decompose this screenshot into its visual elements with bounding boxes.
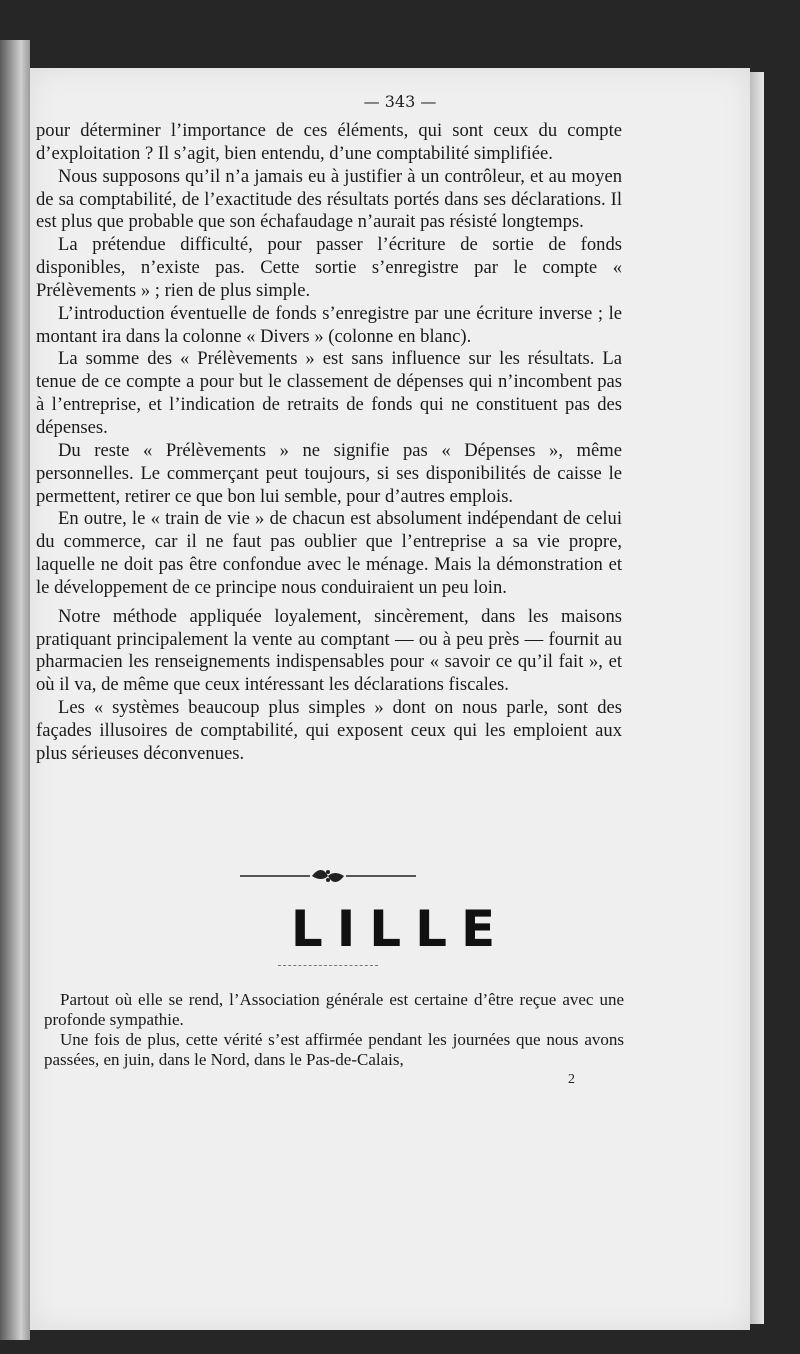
page-fore-edge: [750, 72, 764, 1324]
paragraph: pour déterminer l’importance de ces éléments, qui sont ceux du compte d’exploitation ? Il s’agit, bien entendu, d’une comptabilité simplifiée.: [36, 120, 622, 164]
facing-page-edge: [0, 40, 30, 1340]
section-ornament: [240, 866, 416, 886]
paragraph: La somme des « Prélèvements » est sans influence sur les résultats. La tenue de ce compte a pour but le classement de dépenses qui n’incombent pas à l’entreprise, et l’indication de retraits de fonds qui ne constituent pas des dépenses.: [36, 348, 622, 438]
paragraph: Partout où elle se rend, l’Association générale est certaine d’être reçue avec une profonde sympathie.: [44, 990, 624, 1029]
paragraph: Nous supposons qu’il n’a jamais eu à justifier à un contrôleur, et au moyen de sa comptabilité, de l’exactitude des résultats portés dans ses déclarations. Il est plus que probable que son échafaudage n’aurait pas résisté longtemps.: [36, 165, 622, 233]
signature-mark: 2: [568, 1072, 575, 1087]
body-text: [36, 120, 622, 766]
section-heading: LILLE: [290, 900, 510, 958]
paragraph: Du reste « Prélèvements » ne signifie pas « Dépenses », même personnelles. Le commerçant peut toujours, si ses disponibilités de caisse le permettent, retirer ce que bon lui semble, pour d’autres emplois.: [36, 439, 622, 507]
paragraph: En outre, le « train de vie » de chacun est absolument indépendant de celui du commerce, car il ne faut pas oublier que l’entreprise a sa vie propre, laquelle ne doit pas être confondue avec le ménage. Mais la démonstration et le développement de ce principe nous conduiraient un peu loin.: [36, 508, 622, 598]
heading-rule: [278, 965, 378, 967]
paragraph: Notre méthode appliquée loyalement, sincèrement, dans les maisons pratiquant principalement la vente au comptant — ou à peu près — fournit au pharmacien les renseignements indispensables pour « savoir ce qu’il fait », et où il va, de même que ceux intéressant les déclarations fiscales.: [36, 605, 622, 696]
paragraph: La prétendue difficulté, pour passer l’écriture de sortie de fonds disponibles, n’existe pas. Cette sortie s’enregistre par le compte « Prélèvements » ; rien de plus simple.: [36, 234, 622, 301]
page-number: — 343 —: [363, 92, 437, 111]
paragraph: Les « systèmes beaucoup plus simples » dont on nous parle, sont des façades illusoires de comptabilité, qui exposent ceux qui les emploient aux plus sérieuses déconvenues.: [36, 697, 622, 764]
paragraph: Une fois de plus, cette vérité s’est affirmée pendant les journées que nous avons passées, en juin, dans le Nord, dans le Pas-de-Calais,: [44, 1030, 624, 1069]
paragraph: L’introduction éventuelle de fonds s’enregistre par une écriture inverse ; le montant ira dans la colonne « Divers » (colonne en blanc).: [36, 302, 622, 347]
section-text: [44, 990, 624, 1070]
